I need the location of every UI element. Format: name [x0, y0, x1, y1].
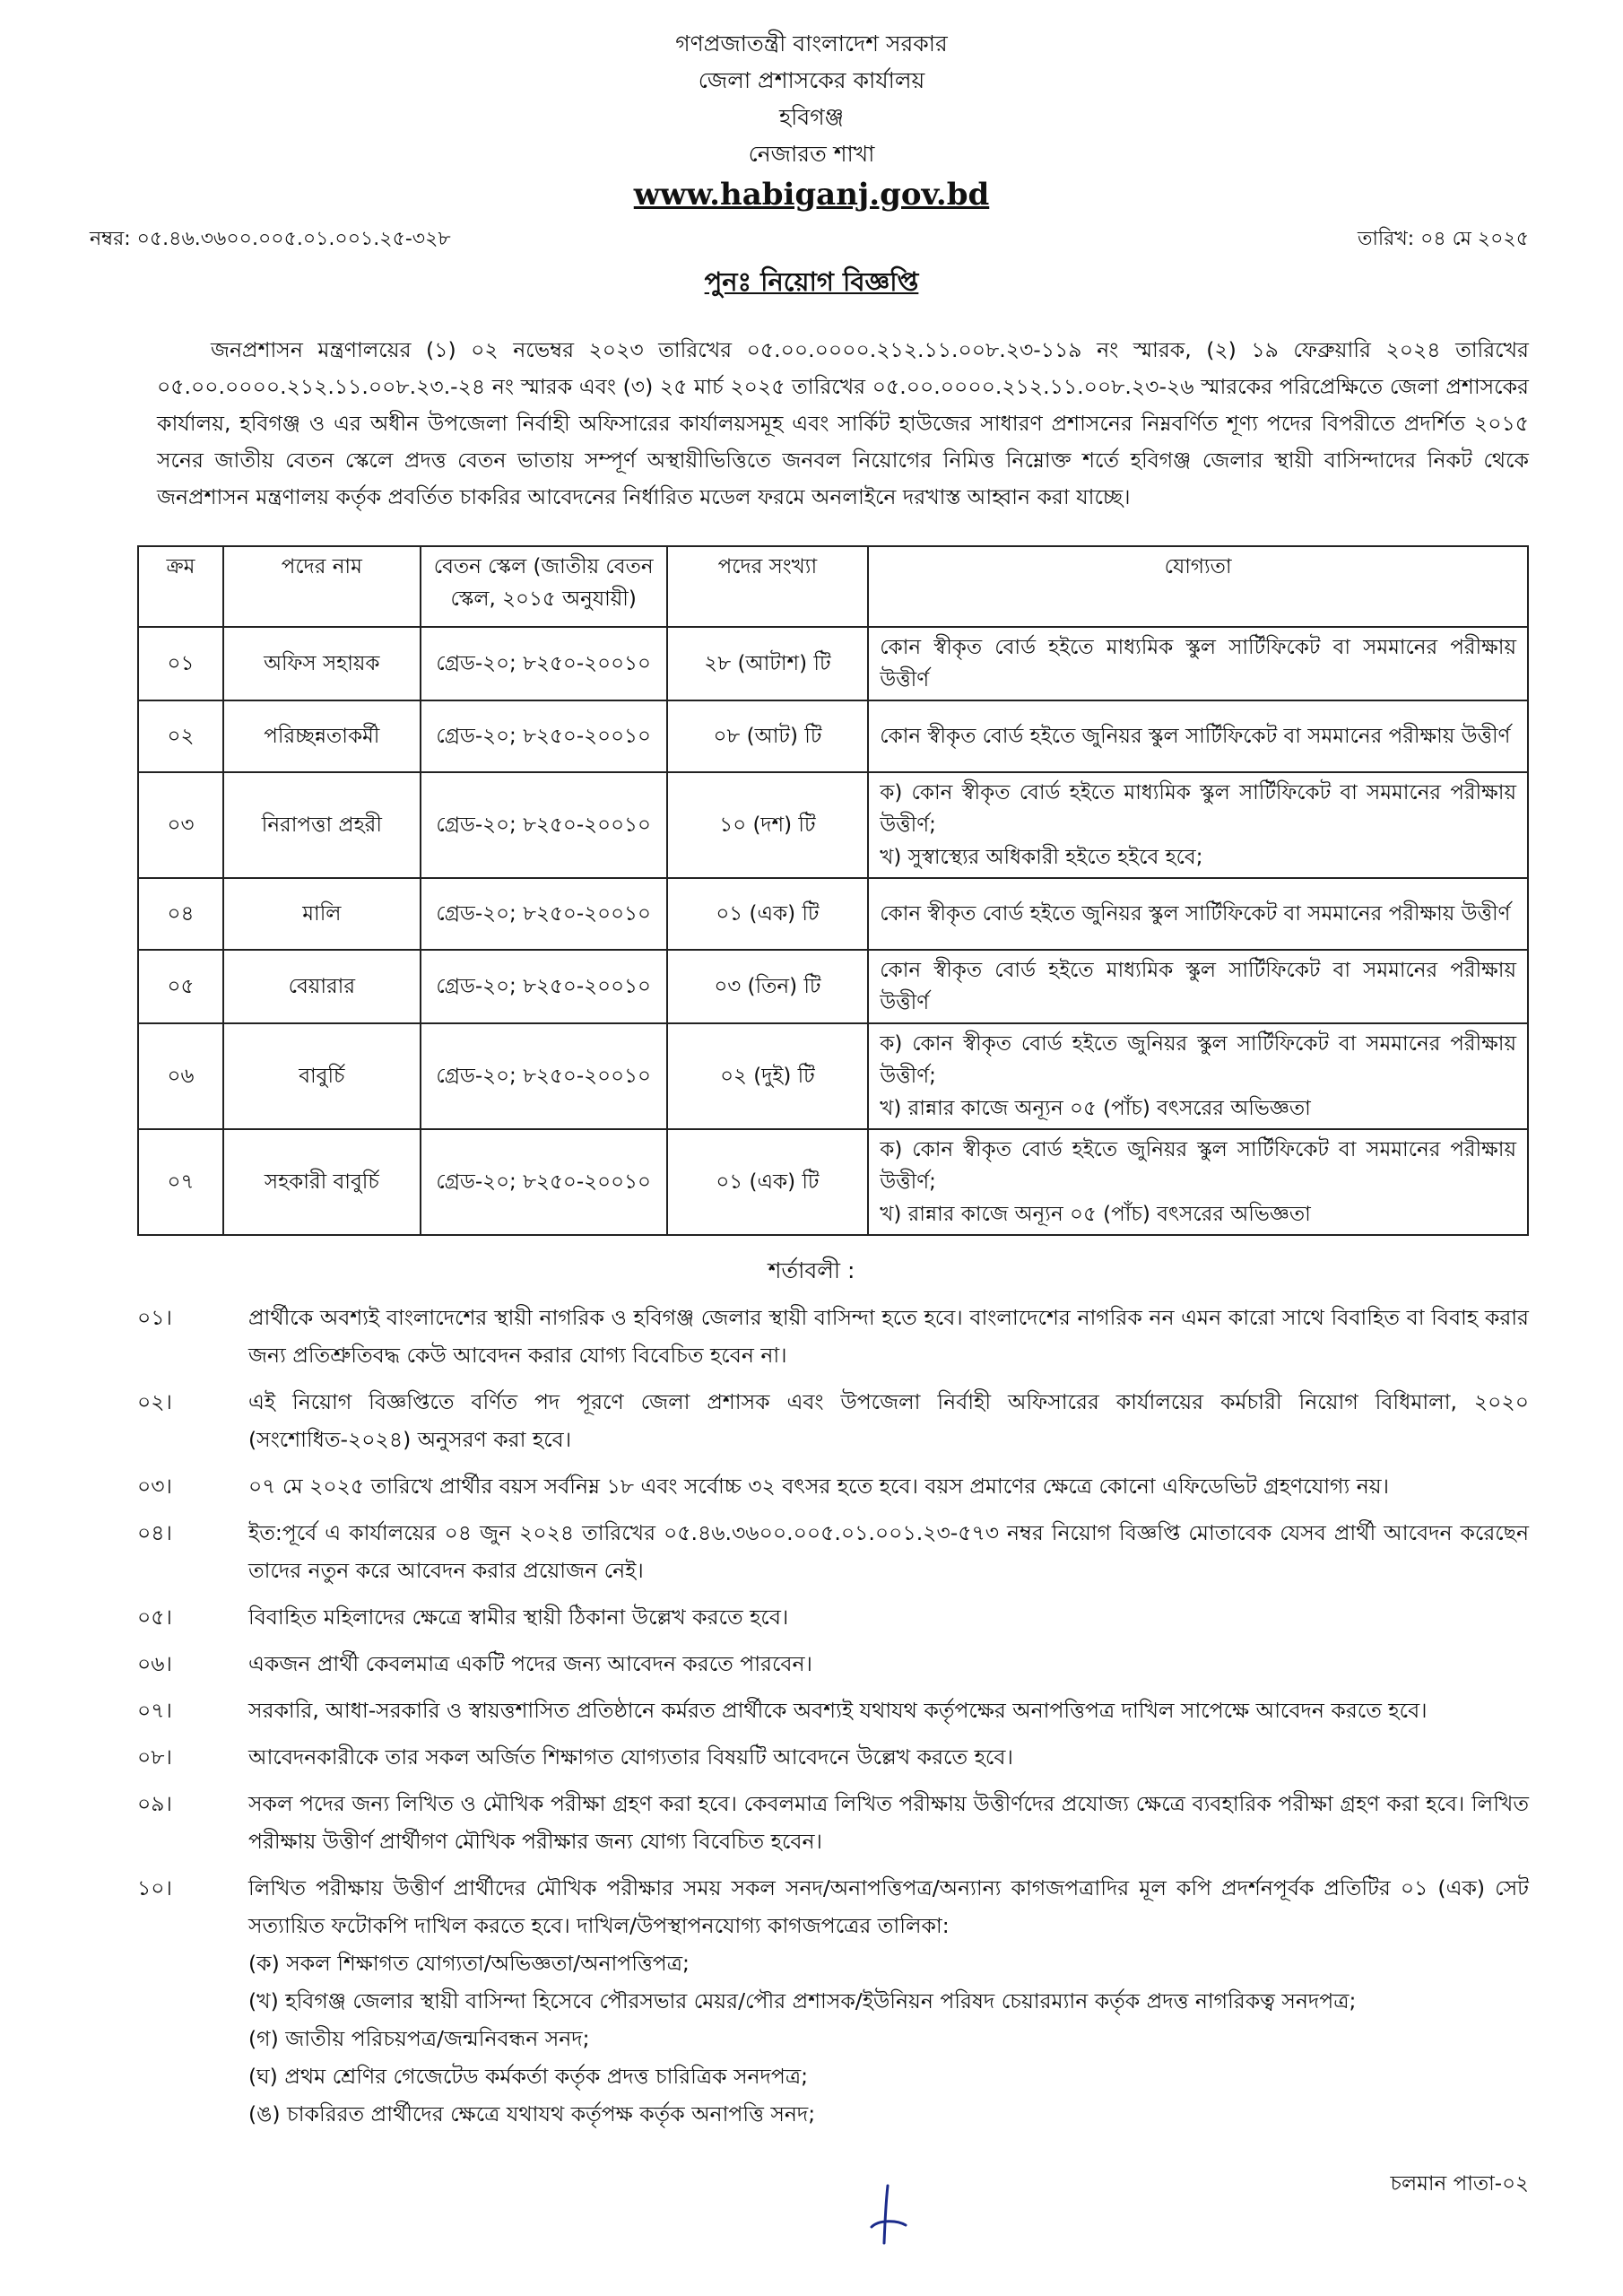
row-sl: ০৭ [138, 1129, 223, 1235]
row-count: ০১ (এক) টি [667, 878, 869, 950]
row-post: পরিচ্ছন্নতাকর্মী [223, 700, 421, 772]
term-text: একজন প্রার্থী কেবলমাত্র একটি পদের জন্য আবেদন করতে পারবেন। [248, 1651, 812, 1676]
term-text: এই নিয়োগ বিজ্ঞপ্তিতে বর্ণিত পদ পূরণে জেলা প্রশাসক এবং উপজেলা নির্বাহী অফিসারের কার্যালয়ের কর্মচারী নিয়োগ বিধিমালা, ২০২০ (সংশোধিত-২০২৪) অনুসরণ করা হবে। [248, 1389, 1529, 1452]
term-number: ০৪। [137, 1520, 172, 1545]
row-post: মালি [223, 878, 421, 950]
table-header-row [138, 546, 1528, 627]
term-text: ইত:পূর্বে এ কার্যালয়ের ০৪ জুন ২০২৪ তারিখের ০৫.৪৬.৩৬০০.০০৫.০১.০০১.২৩-৫৭৩ নম্বর নিয়োগ বিজ্ঞপ্তি মোতাবেক যেসব প্রার্থী আবেদন করেছেন তাদের নতুন করে আবেদন করার প্রয়োজন নেই। [248, 1520, 1529, 1583]
qual-line: কোন স্বীকৃত বোর্ড হইতে জুনিয়র স্কুল সার্টিফিকেট বা সমমানের পরীক্ষায় উত্তীর্ণ [880, 902, 1511, 926]
term-number: ০৫। [137, 1605, 172, 1630]
term-text: বিবাহিত মহিলাদের ক্ষেত্রে স্বামীর স্থায়ী ঠিকানা উল্লেখ করতে হবে। [248, 1605, 789, 1630]
list-item: (ক) সকল শিক্ষাগত যোগ্যতা/অভিজ্ঞতা/অনাপত্তিপত্র; [248, 1951, 690, 1976]
table-row [138, 950, 1528, 1023]
table-row [138, 878, 1528, 950]
table-row [138, 700, 1528, 772]
term-item [137, 1598, 1529, 1636]
document-list [248, 1944, 1529, 2133]
list-item: (খ) হবিগঞ্জ জেলার স্থায়ী বাসিন্দা হিসেবে পৌরসভার মেয়র/পৌর প্রশাসক/ইউনিয়ন পরিষদ চেয়ারম্যান কর্তৃক প্রদত্ত নাগরিকত্ব সনদপত্র; [248, 1988, 1357, 2013]
row-post: নিরাপত্তা প্রহরী [223, 772, 421, 878]
term-number: ১০। [137, 1875, 172, 1900]
term-item [137, 1299, 1529, 1374]
qual-line: কোন স্বীকৃত বোর্ড হইতে জুনিয়র স্কুল সার্টিফিকেট বা সমমানের পরীক্ষায় উত্তীর্ণ [880, 725, 1511, 748]
header-qualification: যোগ্যতা [868, 546, 1528, 627]
term-item [137, 1869, 1529, 2133]
list-item: (ঘ) প্রথম শ্রেণির গেজেটেড কর্মকর্তা কর্তৃক প্রদত্ত চারিত্রিক সনদপত্র; [248, 2064, 809, 2089]
letterhead [0, 25, 1623, 217]
list-item: (ঙ) চাকরিরত প্রার্থীদের ক্ষেত্রে যথাযথ কর্তৃপক্ষ কর্তৃক অনাপত্তি সনদ; [248, 2101, 816, 2126]
row-sl: ০২ [138, 700, 223, 772]
term-number: ০২। [137, 1389, 172, 1414]
row-qualification [868, 627, 1528, 700]
term-number: ০১। [137, 1305, 172, 1330]
row-sl: ০৩ [138, 772, 223, 878]
row-sl: ০৫ [138, 950, 223, 1023]
row-post: বেয়ারার [223, 950, 421, 1023]
term-text: সরকারি, আধা-সরকারি ও স্বায়ত্তশাসিত প্রতিষ্ঠানে কর্মরত প্রার্থীকে অবশ্যই যথাযথ কর্তৃপক্ষের অনাপত্তিপত্র দাখিল সাপেক্ষে আবেদন করতে হবে। [248, 1698, 1428, 1723]
term-text: প্রার্থীকে অবশ্যই বাংলাদেশের স্থায়ী নাগরিক ও হবিগঞ্জ জেলার স্থায়ী বাসিন্দা হতে হবে। বাংলাদেশের নাগরিক নন এমন কারো সাথে বিবাহিত বা বিবাহ করার জন্য প্রতিশ্রুতিবদ্ধ কেউ আবেদন করার যোগ্য বিবেচিত হবেন না। [248, 1305, 1529, 1368]
row-scale: গ্রেড-২০; ৮২৫০-২০০১০ [421, 1129, 667, 1235]
qual-line: ক) কোন স্বীকৃত বোর্ড হইতে জুনিয়র স্কুল সার্টিফিকেট বা সমমানের পরীক্ষায় উত্তীর্ণ; [880, 1032, 1516, 1088]
row-scale: গ্রেড-২০; ৮২৫০-২০০১০ [421, 950, 667, 1023]
table-row [138, 1129, 1528, 1235]
term-text: লিখিত পরীক্ষায় উত্তীর্ণ প্রার্থীদের মৌখিক পরীক্ষার সময় সকল সনদ/অনাপত্তিপত্র/অন্যান্য কাগজপত্রাদির মূল কপি প্রদর্শনপূর্বক প্রতিটির ০১ (এক) সেট সত্যায়িত ফটোকপি দাখিল করতে হবে। দাখিল/উপস্থাপনযোগ্য কাগজপত্রের তালিকা: [248, 1875, 1529, 1938]
term-item [137, 1645, 1529, 1683]
row-qualification [868, 1023, 1528, 1129]
govt-name: গণপ্রজাতন্ত্রী বাংলাদেশ সরকার [675, 30, 948, 57]
qual-line: খ) সুস্বাস্থ্যের অধিকারী হইতে হইবে হবে; [880, 846, 1203, 869]
row-qualification [868, 950, 1528, 1023]
terms-list [137, 1299, 1529, 2142]
row-sl: ০৬ [138, 1023, 223, 1129]
term-text: সকল পদের জন্য লিখিত ও মৌখিক পরীক্ষা গ্রহণ করা হবে। কেবলমাত্র লিখিত পরীক্ষায় উত্তীর্ণদের প্রযোজ্য ক্ষেত্রে ব্যবহারিক পরীক্ষা গ্রহণ করা হবে। লিখিত পরীক্ষায় উত্তীর্ণ প্রার্থীগণ মৌখিক পরীক্ষার জন্য যোগ্য বিবেচিত হবেন। [248, 1791, 1529, 1854]
qual-line: ক) কোন স্বীকৃত বোর্ড হইতে মাধ্যমিক স্কুল সার্টিফিকেট বা সমমানের পরীক্ষায় উত্তীর্ণ; [880, 781, 1516, 837]
row-count: ০১ (এক) টি [667, 1129, 869, 1235]
office-name: জেলা প্রশাসকের কার্যালয় [698, 67, 925, 93]
term-item [137, 1514, 1529, 1589]
row-sl: ০৪ [138, 878, 223, 950]
table-row [138, 627, 1528, 700]
term-item [137, 1383, 1529, 1458]
row-count: ২৮ (আটাশ) টি [667, 627, 869, 700]
intro-paragraph: জনপ্রশাসন মন্ত্রণালয়ের (১) ০২ নভেম্বর ২০২৩ তারিখের ০৫.০০.০০০০.২১২.১১.০০৮.২৩-১১৯ নং স্মারক, (২) ১৯ ফেব্রুয়ারি ২০২৪ তারিখের ০৫.০০.০০০০.২১২.১১.০০৮.২৩.-২৪ নং স্মারক এবং (৩) ২৫ মার্চ ২০২৫ তারিখের ০৫.০০.০০০০.২১২.১১.০০৮.২৩-২৬ স্মারকের পরিপ্রেক্ষিতে জেলা প্রশাসকের কার্যালয়, হবিগঞ্জ ও এর অধীন উপজেলা নির্বাহী অফিসারের কার্যালয়সমূহ এবং সার্কিট হাউজের সাধারণ প্রশাসনের নিম্নবর্ণিত শূণ্য পদের বিপরীতে প্রদর্শিত ২০১৫ সনের জাতীয় বেতন স্কেলে প্রদত্ত বেতন ভাতায় সম্পূর্ণ অস্থায়ীভিত্তিতে জনবল নিয়োগের নিমিত্ত নিম্নোক্ত শর্তে হবিগঞ্জ জেলার স্থায়ী বাসিন্দাদের নিকট থেকে জনপ্রশাসন মন্ত্রণালয় কর্তৃক প্রবর্তিত চাকরির আবেদনের নির্ধারিত মডেল ফরমে অনলাইনে দরখাস্ত আহ্বান করা যাচ্ছে। [157, 337, 1529, 509]
row-qualification [868, 772, 1528, 878]
list-item: (গ) জাতীয় পরিচয়পত্র/জন্মনিবন্ধন সনদ; [248, 2026, 590, 2051]
row-post: বাবুর্চি [223, 1023, 421, 1129]
qual-line: খ) রান্নার কাজে অন্যূন ০৫ (পাঁচ) বৎসরের অভিজ্ঞতা [880, 1097, 1311, 1120]
term-item [137, 1785, 1529, 1860]
notice-title: পুনঃ নিয়োগ বিজ্ঞপ্তি [704, 266, 919, 297]
header-sl: ক্রম [138, 546, 223, 627]
row-post: সহকারী বাবুর্চি [223, 1129, 421, 1235]
row-scale: গ্রেড-২০; ৮২৫০-২০০১০ [421, 878, 667, 950]
term-item [137, 1692, 1529, 1729]
row-scale: গ্রেড-২০; ৮২৫০-২০০১০ [421, 1023, 667, 1129]
row-count: ০৮ (আট) টি [667, 700, 869, 772]
row-sl: ০১ [138, 627, 223, 700]
term-number: ০৬। [137, 1651, 172, 1676]
section-name: নেজারত শাখা [748, 141, 875, 167]
table-row [138, 1023, 1528, 1129]
terms-heading: শর্তাবলী : [768, 1257, 855, 1283]
signature-mark-icon [861, 2184, 915, 2247]
term-text: আবেদনকারীকে তার সকল অর্জিত শিক্ষাগত যোগ্যতার বিষয়টি আবেদনে উল্লেখ করতে হবে। [248, 1744, 1013, 1770]
header-post: পদের নাম [223, 546, 421, 627]
term-number: ০৭। [137, 1698, 172, 1723]
row-count: ০২ (দুই) টি [667, 1023, 869, 1129]
qual-line: ক) কোন স্বীকৃত বোর্ড হইতে জুনিয়র স্কুল সার্টিফিকেট বা সমমানের পরীক্ষায় উত্তীর্ণ; [880, 1138, 1516, 1194]
district-name: হবিগঞ্জ [779, 104, 844, 130]
continued-page-note: চলমান পাতা-০২ [1390, 2172, 1529, 2196]
term-text: ০৭ মে ২০২৫ তারিখে প্রার্থীর বয়স সর্বনিম্ন ১৮ এবং সর্বোচ্চ ৩২ বৎসর হতে হবে। বয়স প্রমাণের ক্ষেত্রে কোনো এফিডেভিট গ্রহণযোগ্য নয়। [248, 1474, 1390, 1499]
memo-number: নম্বর: ০৫.৪৬.৩৬০০.০০৫.০১.০০১.২৫-৩২৮ [90, 228, 451, 250]
row-scale: গ্রেড-২০; ৮২৫০-২০০১০ [421, 772, 667, 878]
qual-line: কোন স্বীকৃত বোর্ড হইতে মাধ্যমিক স্কুল সার্টিফিকেট বা সমমানের পরীক্ষায় উত্তীর্ণ [880, 636, 1516, 691]
term-number: ০৩। [137, 1474, 172, 1499]
table-row [138, 772, 1528, 878]
header-scale: বেতন স্কেল (জাতীয় বেতন স্কেল, ২০১৫ অনুযায়ী) [421, 546, 667, 627]
term-number: ০৯। [137, 1791, 172, 1816]
posts-table [137, 545, 1529, 1236]
row-scale: গ্রেড-২০; ৮২৫০-২০০১০ [421, 627, 667, 700]
row-qualification [868, 878, 1528, 950]
row-count: ১০ (দশ) টি [667, 772, 869, 878]
term-item [137, 1738, 1529, 1776]
term-text-block [248, 1869, 1529, 2133]
row-count: ০৩ (তিন) টি [667, 950, 869, 1023]
term-number: ০৮। [137, 1744, 172, 1770]
header-count: পদের সংখ্যা [667, 546, 869, 627]
qual-line: খ) রান্নার কাজে অন্যূন ০৫ (পাঁচ) বৎসরের অভিজ্ঞতা [880, 1203, 1311, 1226]
row-qualification [868, 700, 1528, 772]
row-scale: গ্রেড-২০; ৮২৫০-২০০১০ [421, 700, 667, 772]
qual-line: কোন স্বীকৃত বোর্ড হইতে মাধ্যমিক স্কুল সার্টিফিকেট বা সমমানের পরীক্ষায় উত্তীর্ণ [880, 959, 1516, 1014]
notice-date: তারিখ: ০৪ মে ২০২৫ [1357, 228, 1529, 250]
website-link[interactable]: www.habiganj.gov.bd [633, 177, 990, 213]
row-qualification [868, 1129, 1528, 1235]
term-item [137, 1467, 1529, 1505]
row-post: অফিস সহায়ক [223, 627, 421, 700]
